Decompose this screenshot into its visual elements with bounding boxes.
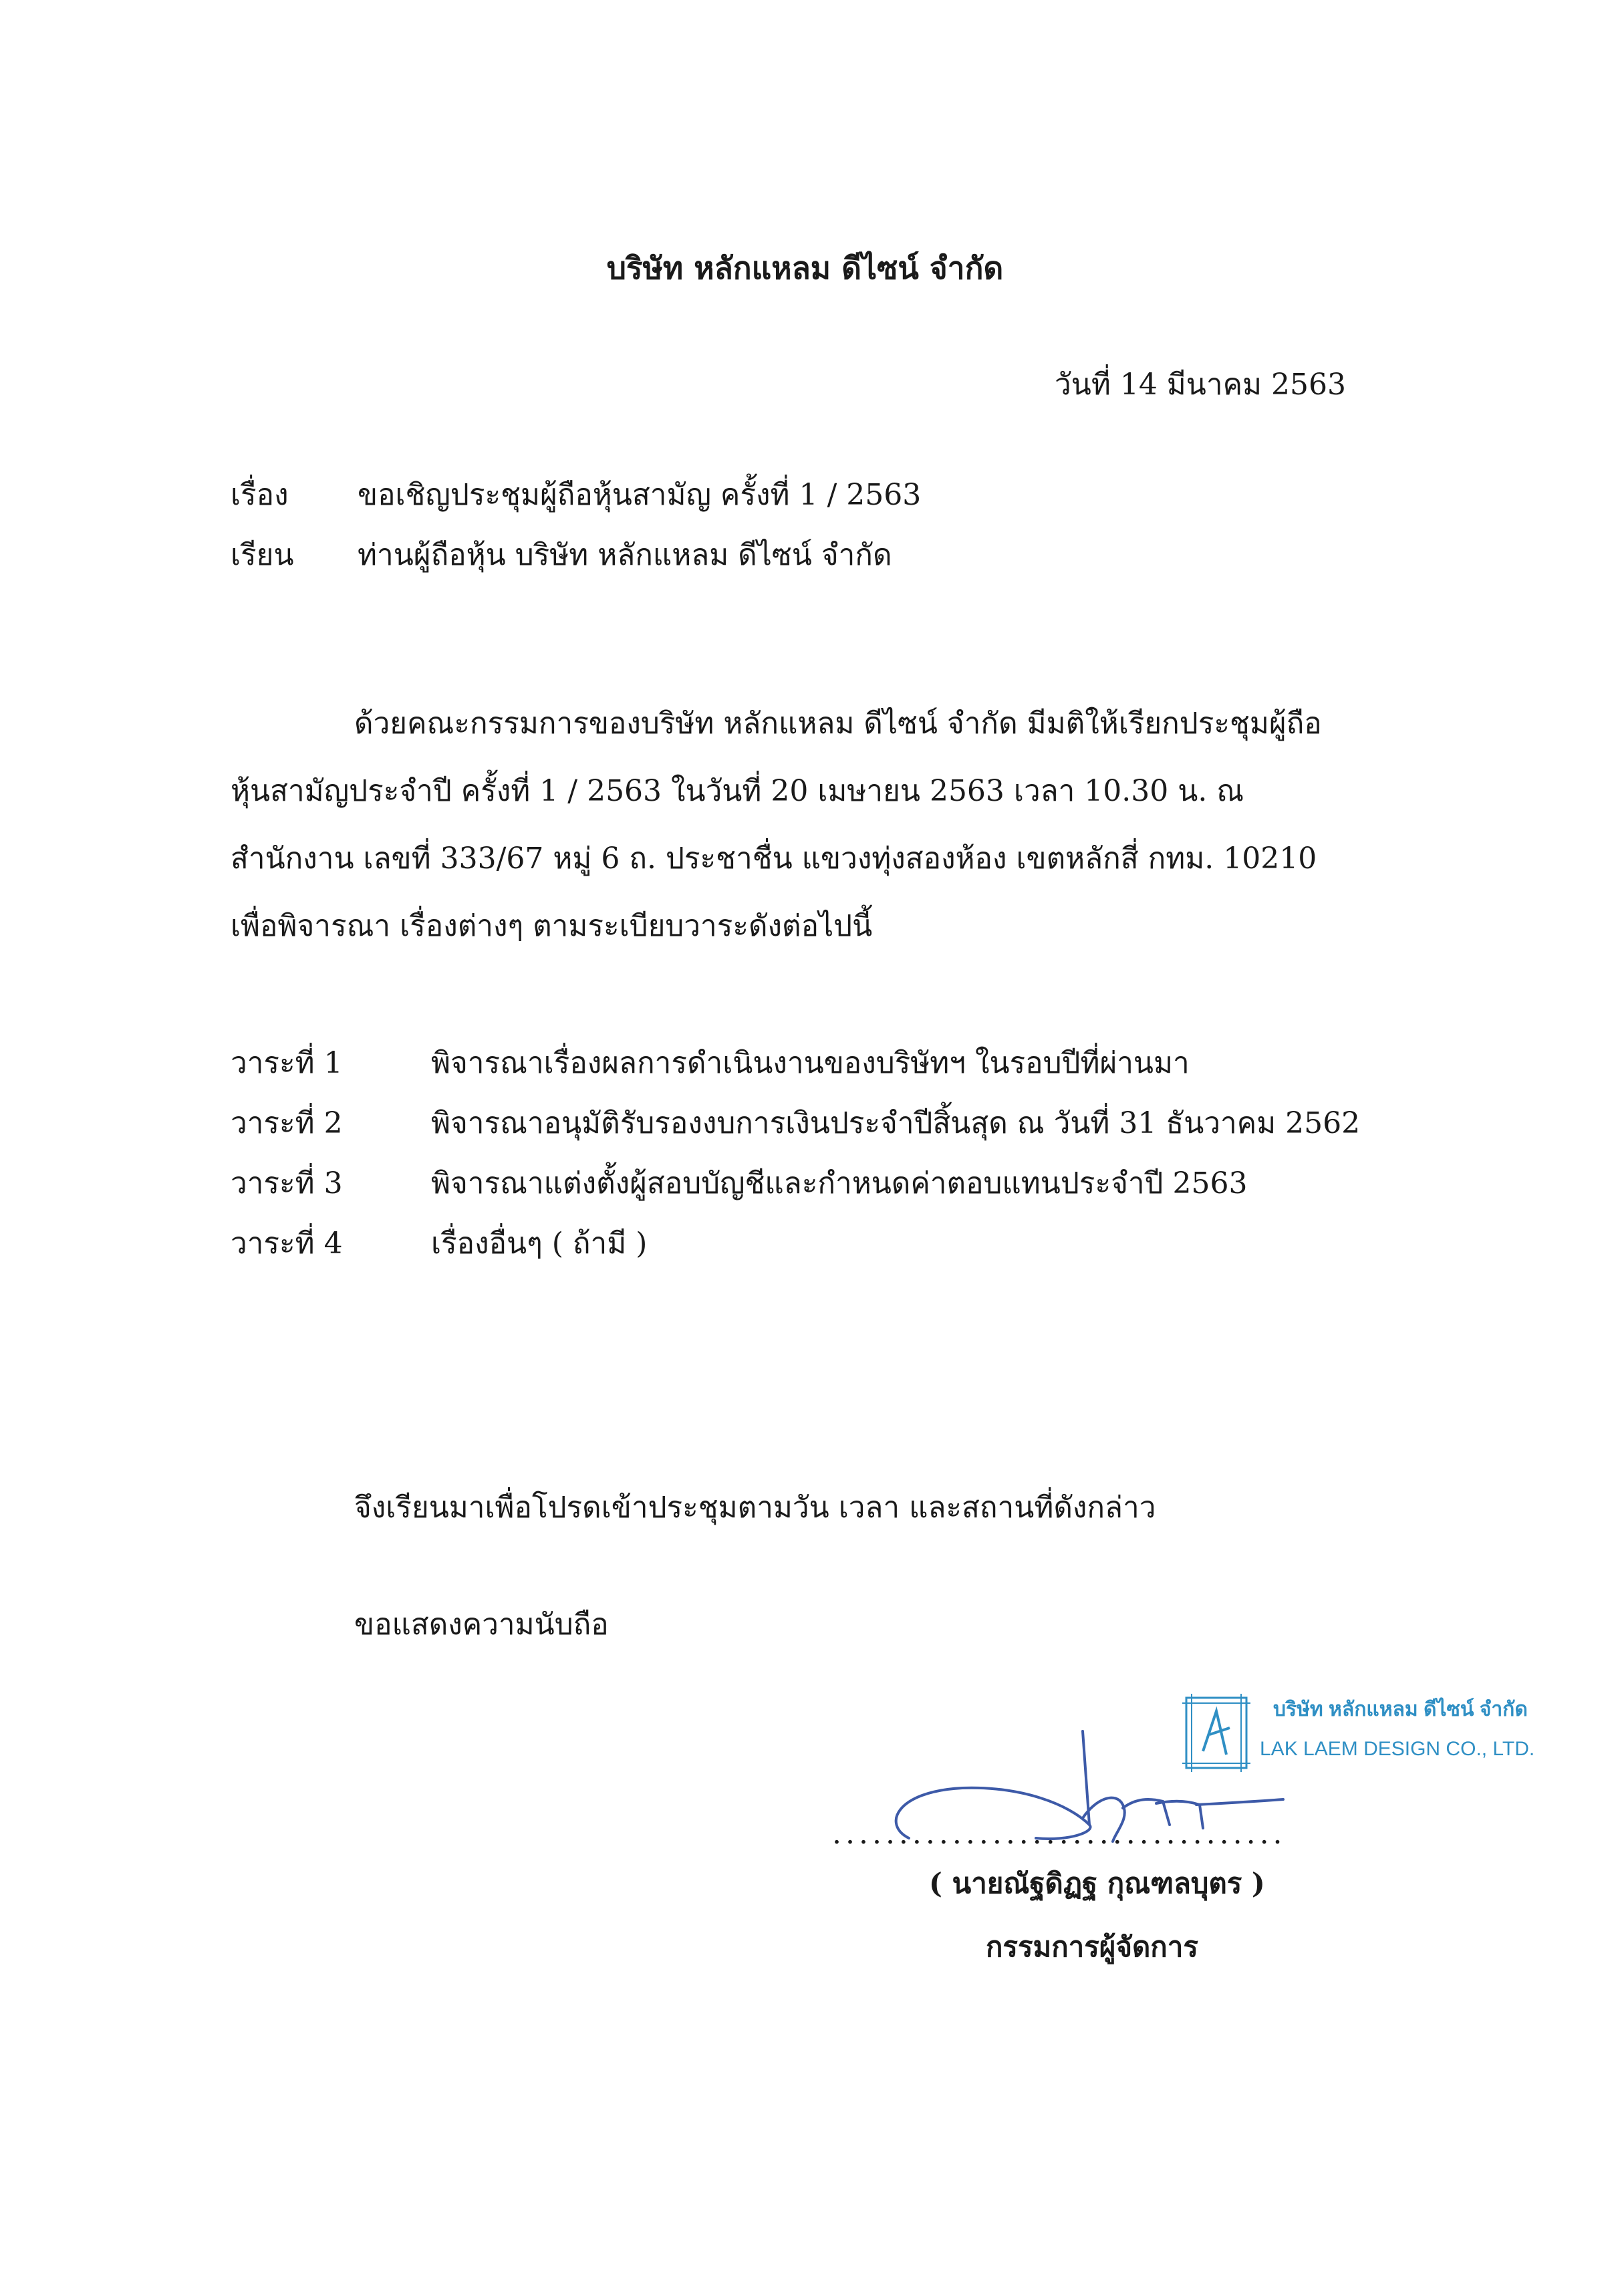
signatory-position: กรรมการผู้จัดการ (986, 1930, 1198, 1963)
agenda-text-1: พิจารณาเรื่องผลการดำเนินงานของบริษัทฯ ในรอบปีที่ผ่านมา (431, 1046, 1190, 1080)
agenda-label-2: วาระที่ 2 (231, 1106, 343, 1140)
signatory-name: ( นายณัฐดิฏฐ กุณฑลบุตร ) (929, 1867, 1265, 1900)
stamp-thai-text: บริษัท หลักแหลม ดีไซน์ จำกัด (1273, 1698, 1528, 1720)
signature-dotted-line: .................................. (832, 1817, 1287, 1851)
letter-date: วันที่ 14 มีนาคม 2563 (1055, 368, 1346, 402)
agenda-label-4: วาระที่ 4 (231, 1227, 343, 1261)
body-paragraph-text: ด้วยคณะกรรมการของบริษัท หลักแหลม ดีไซน์ จำกัด มีมติให้เรียกประชุมผู้ถือหุ้นสามัญประจำปี ครั้งที่ 1 / 2563 ในวันที่ 20 เมษายน 2563 เวลา 10.30 น. ณ สำนักงาน เลขที่ 333/67 หมู่ 6 ถ. ประชาชื่น แขวงทุ่งสองห้อง เขตหลักสี่ กทม. 10210 เพื่อพิจารณา เรื่องต่างๆ ตามระเบียบวาระดังต่อไปนี้ (231, 707, 1322, 943)
agenda-text-4: เรื่องอื่นๆ ( ถ้ามี ) (431, 1227, 648, 1261)
agenda-text-2: พิจารณาอนุมัติรับรองงบการเงินประจำปีสิ้นสุด ณ วันที่ 31 ธันวาคม 2562 (431, 1106, 1361, 1140)
agenda-label-1: วาระที่ 1 (231, 1046, 343, 1080)
closing-invitation: จึงเรียนมาเพื่อโปรดเข้าประชุมตามวัน เวลา และสถานที่ดังกล่าว (354, 1491, 1156, 1525)
agenda-text-3: พิจารณาแต่งตั้งผู้สอบบัญชีและกำหนดค่าตอบแทนประจำปี 2563 (431, 1166, 1248, 1200)
addressee-text: ท่านผู้ถือหุ้น บริษัท หลักแหลม ดีไซน์ จำกัด (358, 538, 892, 572)
subject-label: เรื่อง (231, 478, 289, 512)
agenda-label-3: วาระที่ 3 (231, 1166, 343, 1200)
stamp-english-text: LAK LAEM DESIGN CO., LTD. (1260, 1738, 1535, 1760)
subject-text: ขอเชิญประชุมผู้ถือหุ้นสามัญ ครั้งที่ 1 / 2563 (358, 478, 922, 512)
closing-regards: ขอแสดงความนับถือ (354, 1608, 609, 1642)
company-title: บริษัท หลักแหลม ดีไซน์ จำกัด (606, 250, 1004, 286)
addressee-label: เรียน (231, 538, 294, 572)
body-paragraph (231, 690, 1333, 960)
